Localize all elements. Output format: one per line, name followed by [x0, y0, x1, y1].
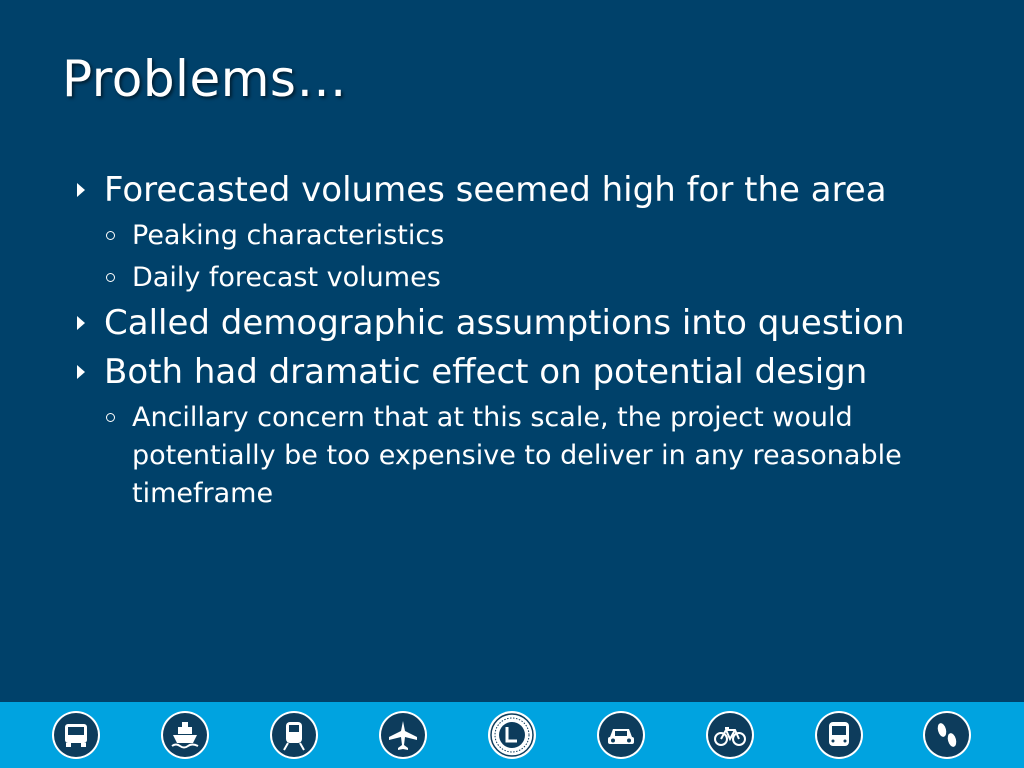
bullet-text: Called demographic assumptions into question — [104, 303, 905, 343]
sub-bullet-item — [104, 399, 972, 513]
airplane-icon — [379, 711, 427, 759]
bullet-circle-icon — [106, 231, 115, 240]
sub-bullet-text: Peaking characteristics — [132, 220, 445, 251]
slide-title: Problems… — [62, 50, 347, 108]
bullet-list — [72, 168, 972, 517]
bullet-text: Forecasted volumes seemed high for the area — [104, 170, 887, 210]
bus-icon — [815, 711, 863, 759]
truck-icon — [52, 711, 100, 759]
bullet-item — [72, 168, 972, 213]
bullet-text: Both had dramatic effect on potential design — [104, 352, 868, 392]
bullet-circle-icon — [106, 273, 115, 282]
bicycle-icon — [706, 711, 754, 759]
sub-bullet-item — [104, 259, 972, 297]
car-icon — [597, 711, 645, 759]
sub-bullet-text: Ancillary concern that at this scale, the project would potentially be too expensive to deliver in any reasonable timeframe — [132, 402, 902, 509]
bullet-circle-icon — [106, 413, 115, 422]
train-icon — [270, 711, 318, 759]
footprints-icon — [923, 711, 971, 759]
sub-bullet-item — [104, 217, 972, 255]
footer-icon-bar — [0, 702, 1024, 768]
bullet-arrow-icon — [77, 365, 85, 379]
bullet-arrow-icon — [77, 316, 85, 330]
sub-bullet-text: Daily forecast volumes — [132, 262, 441, 293]
bullet-arrow-icon — [77, 183, 85, 197]
bullet-item — [72, 301, 972, 346]
bullet-item — [72, 350, 972, 395]
ship-icon — [161, 711, 209, 759]
mndot-seal-icon — [488, 711, 536, 759]
